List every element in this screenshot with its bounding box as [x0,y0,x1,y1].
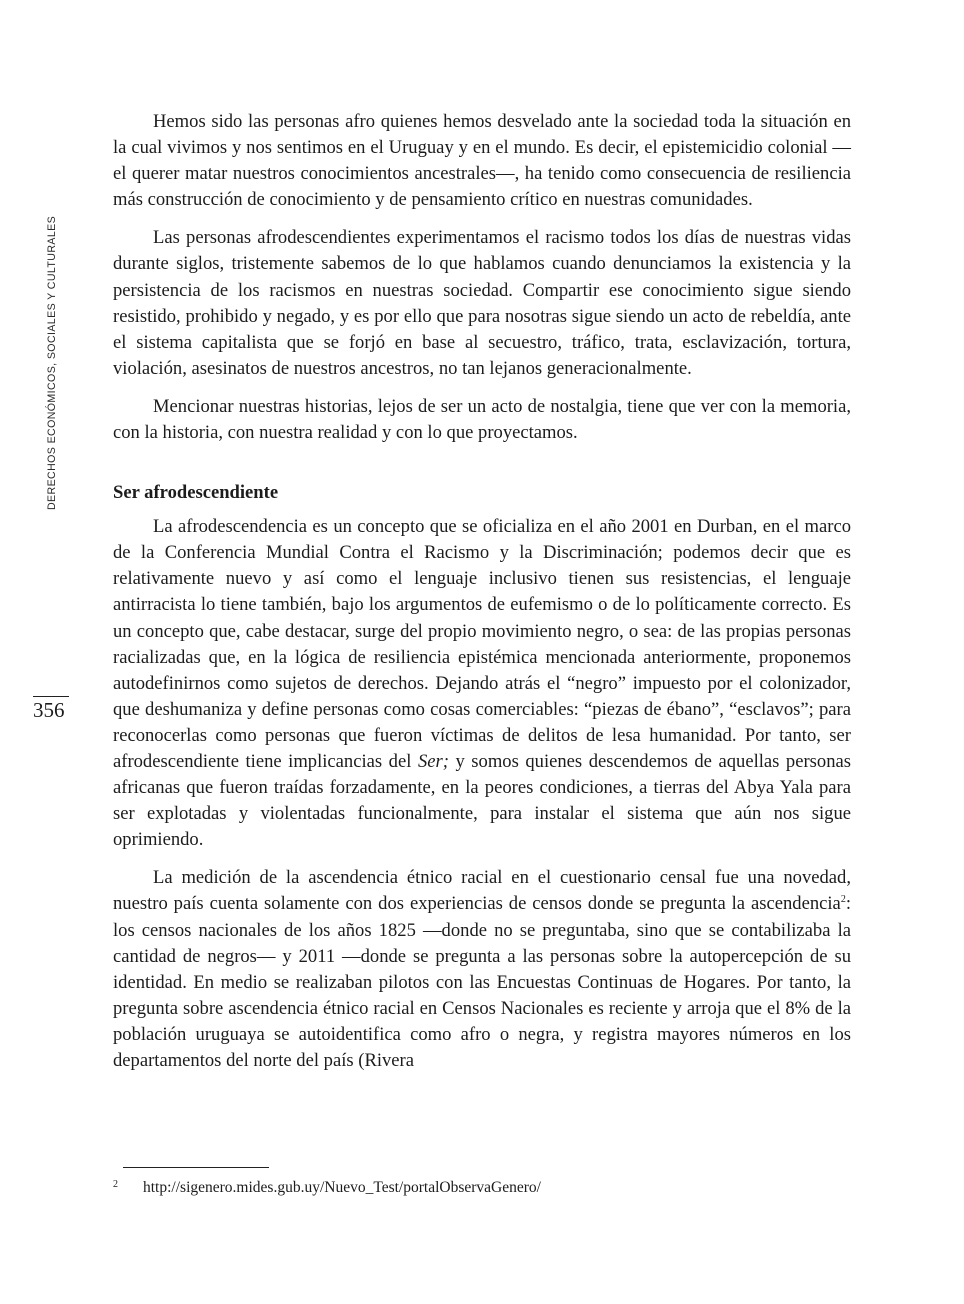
footnote-link[interactable]: http://sigenero.mides.gub.uy/Nuevo_Test/portalObservaGenero/ [143,1179,541,1196]
paragraph-2: Las personas afrodescendientes experimentamos el racismo todos los días de nuestras vidas durante siglos, tristemente sabemos de lo que hablamos cuando denunciamos la existencia y la persistencia de los racismos en nuestras sociedad. Compartir ese conocimiento sigue siendo resistido, prohibido y negado, y es por ello que para nosotras sigue siendo un acto de rebeldía, ante el sistema capitalista que se forjó en base al secuestro, tráfico, trata, esclavización, tortura, violación, asesinatos de nuestros ancestros, no tan lejanos generacionalmente. [113,227,851,379]
body-text [113,109,851,1074]
paragraph-5 [113,865,851,1074]
page-number: 356 [33,698,65,722]
footnote-reference[interactable]: 2 [840,894,846,906]
footnote-separator [123,1167,269,1168]
paragraph-4-emphasis: Ser; [417,750,449,772]
paragraph-5-part-b: : los censos nacionales de los años 1825 —donde no se preguntaba, sino que se contabilizaba la cantidad de negros— y 2011 —donde se pregunta a las personas sobre la autopercepción de su identidad. En medio se realizaban pilotos con las Encuestas Continuas de Hogares. Por tanto, la pregunta sobre ascendencia étnico racial en Censos Nacionales es reciente y arroja que el 8% de la población uruguaya se autoidentifica como afro o negra, y registra mayores números en los departamentos del norte del país (Rivera [113,893,851,1071]
running-header: DERECHOS ECONÓMICOS, SOCIALES Y CULTURALES [46,215,58,510]
section-heading: Ser afrodescendiente [113,482,279,504]
paragraph-4-part-b: y somos quienes descendemos de aquellas personas africanas que fueron traídas forzadamente, en la peores condiciones, a tierras del Abya Yala para ser explotadas y violentadas funcionalmente, para instalar el sistema que aún nos sigue oprimiendo. [113,750,851,851]
paragraph-4 [113,514,851,853]
paragraph-1: Hemos sido las personas afro quienes hemos desvelado ante la sociedad toda la situación en la cual vivimos y nos sentimos en el Uruguay y en el mundo. Es decir, el epistemicidio colonial —el querer matar nuestros conocimientos ancestrales—, ha tenido como consecuencia de resiliencia más construcción de conocimiento y de pensamiento crítico en nuestras comunidades. [113,111,851,211]
footnote [113,1174,853,1199]
paragraph-4-part-a: La afrodescendencia es un concepto que se oficializa en el año 2001 en Durban, en el marco de la Conferencia Mundial Contra el Racismo y la Discriminación; podemos decir que es relativamente nuevo y así como el lenguaje inclusivo tienen sus resistencias, el lenguaje antirracista lo tiene también, bajo los argumentos de eufemismo o de lo políticamente correcto. Es un concepto que, cabe destacar, surge del propio movimiento negro, o sea: de las propias personas racializadas que, en la lógica de resiliencia epistémica mencionada anteriormente, proponemos autodefinirnos como sujetos de derechos. Dejando atrás el “negro” impuesto por el colonizador, que deshumaniza y define personas como cosas comerciables: “piezas de ébano”, “esclavos”; para reconocerlas como personas que fueron víctimas de delitos de lesa humanidad. Por tanto, ser afrodescendiente tiene implicancias del [113,516,851,772]
footnote-number: 2 [113,1179,118,1190]
paragraph-5-part-a: La medición de la ascendencia étnico racial en el cuestionario censal fue una novedad, nuestro país cuenta solamente con dos experiencias de censos donde se pregunta la ascendencia [113,867,851,915]
paragraph-3: Mencionar nuestras historias, lejos de ser un acto de nostalgia, tiene que ver con la memoria, con la historia, con nuestra realidad y con lo que proyectamos. [113,395,851,444]
